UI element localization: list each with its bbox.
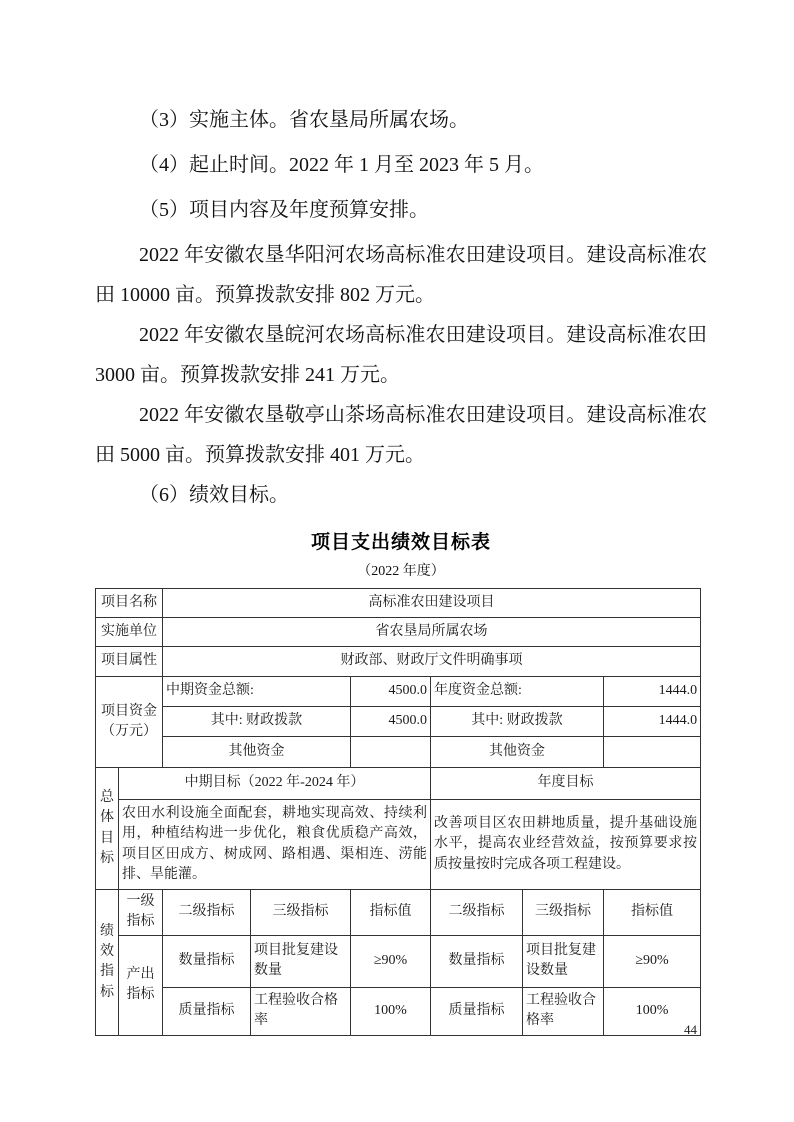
year-total-label: 年度资金总额: [431,677,604,707]
year-total-value: 1444.0 [604,677,701,707]
indicator-row-quantity-value-year: ≥90% [604,935,701,987]
project-name-label: 项目名称 [96,589,163,618]
year-fiscal-label: 其中: 财政拨款 [431,707,604,737]
project-attr-label: 项目属性 [96,647,163,677]
indicator-row-quality-value-year: 100% [604,987,701,1035]
mid-total-value: 4500.0 [351,677,431,707]
indicator-section-label: 绩效指标 [96,890,119,1036]
mid-fiscal-label: 其中: 财政拨款 [163,707,351,737]
paragraph-item-3: （3）实施主体。省农垦局所属农场。 [139,109,469,131]
indicator-header-level2-year: 二级指标 [431,890,523,936]
overall-goal-section-label: 总体目标 [96,768,119,890]
indicator-row-quality-l2-mid: 质量指标 [163,987,251,1035]
paragraph-item-4: （4）起止时间。2022 年 1 月至 2023 年 5 月。 [139,154,544,176]
indicator-row-quality-value-mid: 100% [351,987,431,1035]
paragraph-project-huayanghe: 2022 年安徽农垦华阳河农场高标准农田建设项目。建设高标准农田 10000 亩。预算拨款安排 802 万元。 [95,244,707,306]
performance-target-table [95,588,701,1036]
year-fiscal-value: 1444.0 [604,707,701,737]
mid-other-label: 其他资金 [163,737,351,768]
indicator-row-quality-l3-mid: 工程验收合格率 [251,987,351,1035]
mid-other-value [351,737,431,768]
indicator-row-quantity-l3-mid: 项目批复建设数量 [251,935,351,987]
paragraph-project-wanhe: 2022 年安徽农垦皖河农场高标准农田建设项目。建设高标准农田 3000 亩。预算拨款安排 241 万元。 [95,324,707,386]
fund-section-label [96,677,163,768]
indicator-row-quantity-value-mid: ≥90% [351,935,431,987]
indicator-row-quantity-l2-year: 数量指标 [431,935,523,987]
project-attr-value: 财政部、财政厅文件明确事项 [163,647,701,677]
indicator-header-value-year: 指标值 [604,890,701,936]
indicator-row-quality-l3-year: 工程验收合格率 [523,987,604,1035]
indicator-row-quantity-l3-year: 项目批复建设数量 [523,935,604,987]
implement-unit-label: 实施单位 [96,618,163,647]
paragraph-item-5: （5）项目内容及年度预算安排。 [139,199,429,221]
indicator-header-level1: 一级指标 [119,890,163,936]
implement-unit-value: 省农垦局所属农场 [163,618,701,647]
indicator-header-level2-mid: 二级指标 [163,890,251,936]
indicator-header-level3-mid: 三级指标 [251,890,351,936]
page-number: 44 [684,1022,697,1037]
paragraph-item-6: （6）绩效目标。 [139,484,289,506]
indicator-row-quality-l2-year: 质量指标 [431,987,523,1035]
indicator-header-value-mid: 指标值 [351,890,431,936]
year-goal-text: 改善项目区农田耕地质量，提升基础设施水平，提高农业经营效益，按预算要求按质按量按时完成各项工程建设。 [431,800,701,890]
mid-goal-header: 中期目标（2022 年-2024 年） [119,768,431,800]
mid-fiscal-value: 4500.0 [351,707,431,737]
indicator-row-quantity-l2-mid: 数量指标 [163,935,251,987]
year-other-label: 其他资金 [431,737,604,768]
project-name-value: 高标准农田建设项目 [163,589,701,618]
year-other-value [604,737,701,768]
mid-total-label: 中期资金总额: [163,677,351,707]
document-content [95,100,707,1036]
fund-label-line1: 项目资金 [101,703,157,719]
paragraph-project-jingtingshan: 2022 年安徽农垦敬亭山茶场高标准农田建设项目。建设高标准农田 5000 亩。预算拨款安排 401 万元。 [95,404,707,466]
performance-table-subtitle: （2022 年度） [357,564,445,579]
year-goal-header: 年度目标 [431,768,701,800]
performance-table-title: 项目支出绩效目标表 [310,532,491,553]
indicator-level1-output: 产出指标 [119,935,163,1035]
fund-label-line2: （万元） [101,724,157,739]
indicator-header-level3-year: 三级指标 [523,890,604,936]
mid-goal-text: 农田水利设施全面配套，耕地实现高效、持续利用，种植结构进一步优化，粮食优质稳产高效，项目区田成方、树成网、路相遇、渠相连、涝能排、旱能灌。 [119,800,431,890]
